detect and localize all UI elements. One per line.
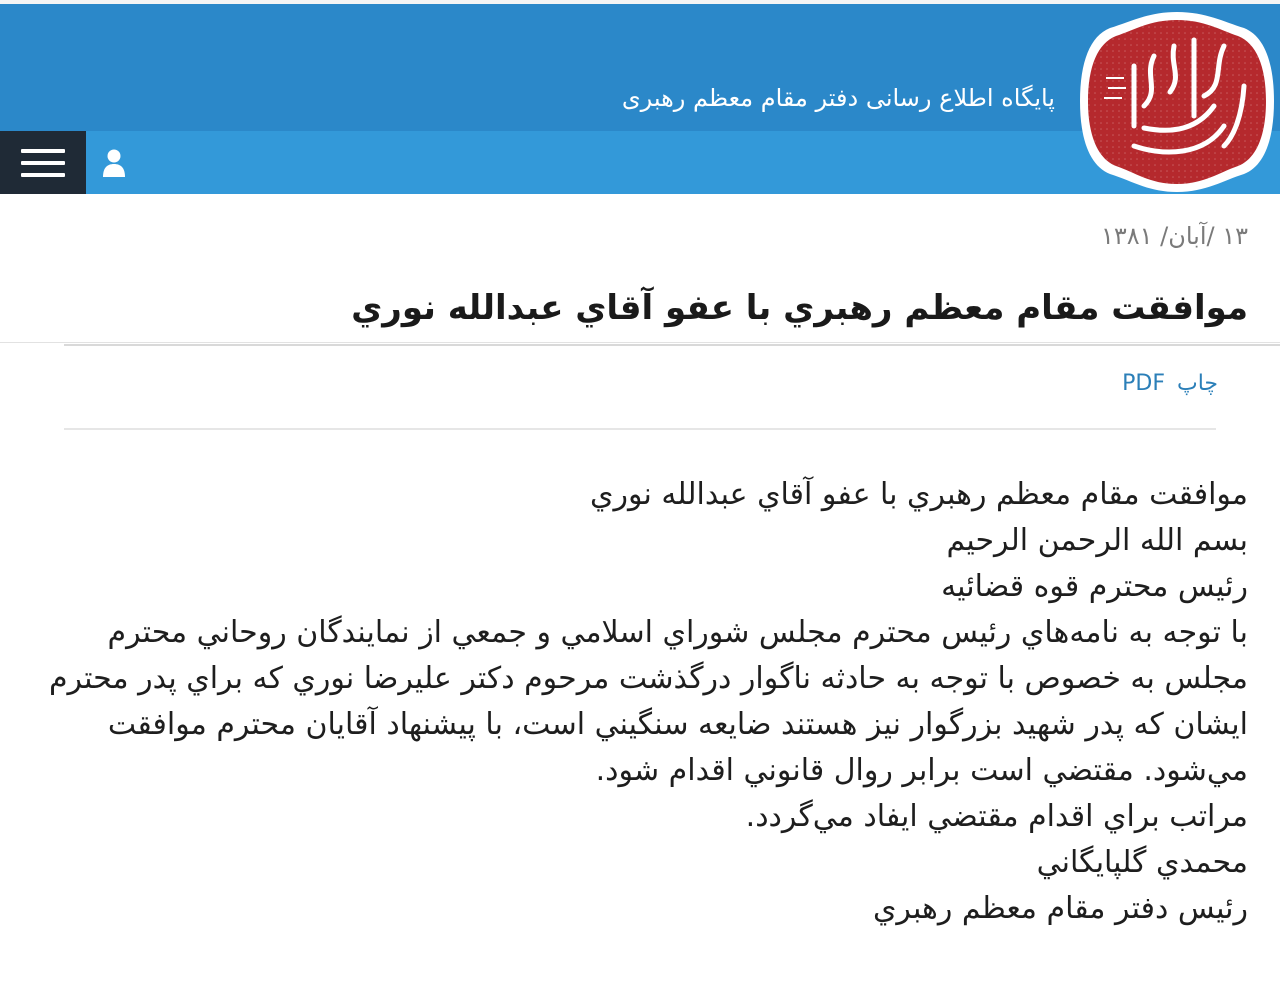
- body-closing: مراتب براي اقدام مقتضي ايفاد مي‌گردد.: [745, 799, 1248, 834]
- hamburger-icon-bar: [21, 173, 65, 177]
- article-body: [48, 472, 1248, 932]
- site-title[interactable]: پایگاه اطلاع رسانی دفتر مقام معظم رهبری: [621, 84, 1055, 112]
- body-heading: موافقت مقام معظم رهبري با عفو آقاي عبدالله نوري: [589, 477, 1248, 512]
- article-tools: [1122, 366, 1218, 402]
- body-paragraph: با توجه به نامه‌هاي رئيس محترم مجلس شوراي اسلامي و جمعي از نمايندگان روحاني محترم مجلس به خصوص با توجه به حادثه ناگوار درگذشت مرحوم دكتر عليرضا نوري كه براي پدر محترم ايشان كه پدر شهيد بزرگوار نيز هستند ضايعه سنگيني است، با پيشنهاد آقايان محترم موافقت مي‌شود. مقتضي است برابر روال قانوني اقدام شود.: [48, 615, 1248, 788]
- article-title: موافقت مقام معظم رهبري با عفو آقاي عبدالله نوري: [351, 288, 1248, 328]
- print-link[interactable]: چاپ: [1176, 371, 1218, 396]
- article-date: ۱۳ /آبان/ ۱۳۸۱: [1100, 222, 1248, 250]
- hamburger-icon-bar: [21, 161, 65, 165]
- body-signatory: محمدي گلپايگاني: [1036, 845, 1248, 880]
- body-bismillah: بسم الله الرحمن الرحيم: [946, 523, 1248, 558]
- divider: [64, 428, 1216, 430]
- hamburger-icon-bar: [21, 149, 65, 153]
- leader-seal-logo[interactable]: [1074, 6, 1280, 196]
- divider: [64, 344, 1280, 346]
- divider: [0, 342, 1280, 343]
- pdf-link[interactable]: PDF: [1122, 371, 1165, 396]
- user-icon[interactable]: [101, 148, 127, 178]
- body-signatory-title: رئيس دفتر مقام معظم رهبري: [872, 891, 1248, 926]
- hamburger-menu-button[interactable]: [0, 131, 86, 194]
- body-addressee: رئيس محترم قوه قضائيه: [941, 569, 1248, 604]
